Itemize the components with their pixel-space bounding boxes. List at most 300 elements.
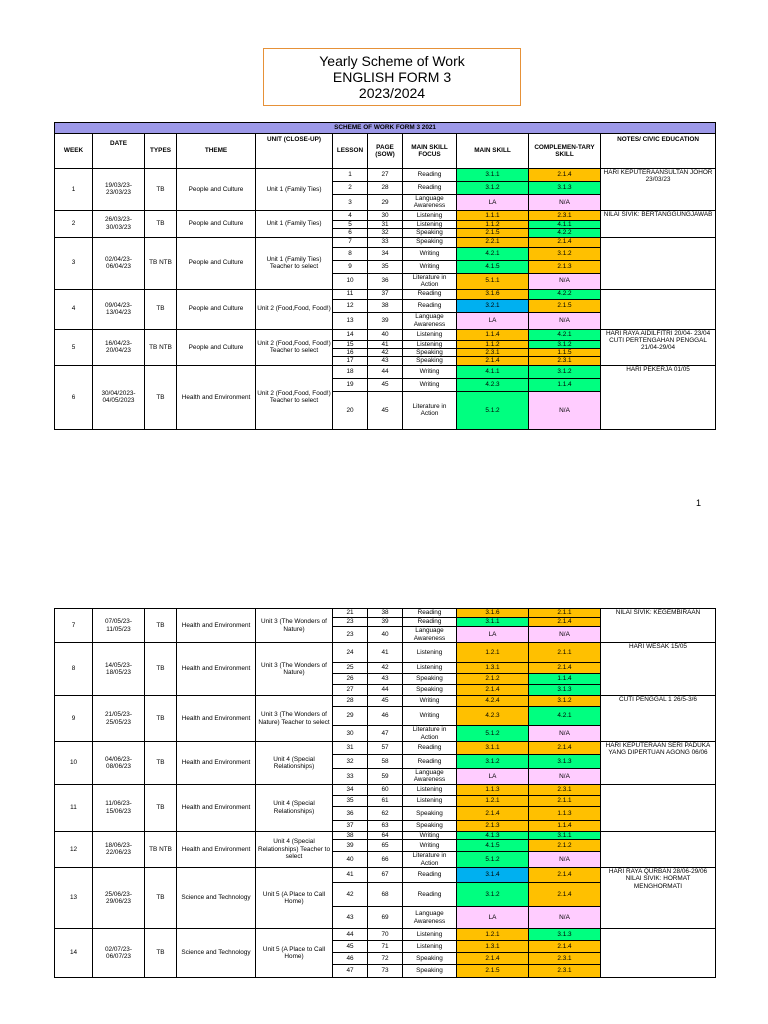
unit-cell: Unit 2 (Food,Food, Food!)	[256, 289, 333, 329]
types-cell: TB	[145, 609, 177, 643]
lesson-cell: 11	[333, 289, 368, 299]
table-row	[55, 742, 716, 755]
types-cell: TB	[145, 365, 177, 429]
page-cell: 29	[368, 195, 403, 211]
page-cell: 39	[368, 618, 403, 627]
page-cell: 67	[368, 868, 403, 883]
comp-skill-cell: 2.3.1	[529, 784, 601, 795]
comp-skill-cell: N/A	[529, 907, 601, 929]
page-cell: 40	[368, 627, 403, 643]
header-row	[55, 134, 716, 169]
comp-skill-cell: N/A	[529, 627, 601, 643]
comp-skill-cell: 1.1.4	[529, 378, 601, 391]
table-row	[55, 696, 716, 707]
main-skill-cell: 1.2.1	[457, 795, 529, 806]
focus-cell: Speaking	[403, 685, 457, 696]
date-cell: 02/07/23-06/07/23	[93, 929, 145, 978]
focus-cell: Speaking	[403, 349, 457, 357]
comp-skill-cell: 2.1.5	[529, 299, 601, 312]
focus-cell: Language Awareness	[403, 907, 457, 929]
comp-skill-cell: 2.3.1	[529, 357, 601, 365]
page-cell: 36	[368, 273, 403, 289]
comp-skill-cell: 2.1.4	[529, 883, 601, 907]
comp-skill-cell: 2.1.4	[529, 169, 601, 182]
lesson-cell: 41	[333, 868, 368, 883]
main-skill-cell: 4.2.3	[457, 378, 529, 391]
focus-cell: Language Awareness	[403, 627, 457, 643]
unit-cell: Unit 3 (The Wonders of Nature)	[256, 609, 333, 643]
theme-cell: Science and Technology	[177, 868, 256, 929]
lesson-cell: 8	[333, 247, 368, 260]
theme-cell: Health and Environment	[177, 696, 256, 742]
page-cell: 38	[368, 299, 403, 312]
lesson-cell: 20	[333, 391, 368, 429]
table-row	[55, 831, 716, 839]
comp-skill-cell: 3.1.3	[529, 929, 601, 941]
comp-skill-cell: N/A	[529, 726, 601, 742]
main-skill-cell: 3.1.2	[457, 755, 529, 769]
lesson-cell: 30	[333, 726, 368, 742]
lesson-cell: 14	[333, 329, 368, 340]
lesson-cell: 10	[333, 273, 368, 289]
focus-cell: Reading	[403, 883, 457, 907]
main-skill-cell: 4.1.5	[457, 840, 529, 852]
page-cell: 63	[368, 820, 403, 831]
page-cell: 45	[368, 378, 403, 391]
week-cell: 4	[55, 289, 93, 329]
page-cell: 62	[368, 806, 403, 820]
lesson-cell: 27	[333, 685, 368, 696]
week-cell: 8	[55, 643, 93, 696]
page-cell: 41	[368, 643, 403, 663]
date-cell: 16/04/23-20/04/23	[93, 329, 145, 365]
main-skill-cell: 2.1.5	[457, 965, 529, 978]
header-comp-skill: COMPLEMEN-TARY SKILL	[529, 134, 601, 169]
page-cell: 58	[368, 755, 403, 769]
title-line-2: ENGLISH FORM 3	[332, 69, 452, 85]
date-cell: 21/05/23-25/05/23	[93, 696, 145, 742]
comp-skill-cell: 1.1.5	[529, 349, 601, 357]
notes-cell	[601, 831, 716, 867]
focus-cell: Reading	[403, 755, 457, 769]
comp-skill-cell: 1.1.3	[529, 806, 601, 820]
header-page: PAGE (SOW)	[368, 134, 403, 169]
page-cell: 64	[368, 831, 403, 839]
lesson-cell: 39	[333, 840, 368, 852]
header-main-skill: MAIN SKILL	[457, 134, 529, 169]
unit-cell: Unit 1 (Family Ties) Teacher to select	[256, 237, 333, 289]
table-row	[55, 929, 716, 941]
focus-cell: Speaking	[403, 229, 457, 237]
main-skill-cell: 2.1.2	[457, 674, 529, 685]
main-skill-cell: 1.1.4	[457, 329, 529, 340]
table-row	[55, 609, 716, 618]
lesson-cell: 45	[333, 941, 368, 953]
comp-skill-cell: 1.1.4	[529, 820, 601, 831]
comp-skill-cell: 4.2.1	[529, 329, 601, 340]
main-skill-cell: 4.2.3	[457, 707, 529, 726]
page-cell: 46	[368, 707, 403, 726]
lesson-cell: 38	[333, 831, 368, 839]
week-cell: 3	[55, 237, 93, 289]
comp-skill-cell: 4.1.1	[529, 220, 601, 228]
focus-cell: Language Awareness	[403, 195, 457, 211]
main-skill-cell: 2.1.4	[457, 806, 529, 820]
page-cell: 33	[368, 237, 403, 247]
lesson-cell: 40	[333, 852, 368, 868]
focus-cell: Writing	[403, 260, 457, 273]
unit-cell: Unit 4 (Special Relationships)	[256, 742, 333, 785]
comp-skill-cell: 2.1.4	[529, 663, 601, 674]
comp-skill-cell: 3.1.3	[529, 685, 601, 696]
lesson-cell: 44	[333, 929, 368, 941]
scheme-table-page-2	[54, 608, 716, 978]
lesson-cell: 26	[333, 674, 368, 685]
date-cell: 19/03/23-23/03/23	[93, 169, 145, 211]
main-skill-cell: 1.1.3	[457, 784, 529, 795]
focus-cell: Speaking	[403, 674, 457, 685]
header-unit: UNIT (CLOSE-UP)	[256, 134, 333, 169]
page-cell: 31	[368, 220, 403, 228]
page-cell: 42	[368, 663, 403, 674]
page-cell: 38	[368, 609, 403, 618]
page-cell: 37	[368, 289, 403, 299]
date-cell: 02/04/23-06/04/23	[93, 237, 145, 289]
main-skill-cell: 1.3.1	[457, 663, 529, 674]
table-row	[55, 169, 716, 182]
header-theme: THEME	[177, 134, 256, 169]
focus-cell: Reading	[403, 868, 457, 883]
date-cell: 11/06/23-15/06/23	[93, 784, 145, 831]
focus-cell: Reading	[403, 289, 457, 299]
lesson-cell: 23	[333, 627, 368, 643]
focus-cell: Literature in Action	[403, 391, 457, 429]
table-row	[55, 643, 716, 663]
lesson-cell: 12	[333, 299, 368, 312]
notes-cell	[601, 929, 716, 978]
lesson-cell: 24	[333, 643, 368, 663]
page-cell: 59	[368, 769, 403, 785]
main-skill-cell: LA	[457, 769, 529, 785]
focus-cell: Speaking	[403, 953, 457, 965]
main-skill-cell: 4.1.1	[457, 365, 529, 378]
lesson-cell: 37	[333, 820, 368, 831]
theme-cell: Health and Environment	[177, 742, 256, 785]
lesson-cell: 5	[333, 220, 368, 228]
main-skill-cell: 2.3.1	[457, 349, 529, 357]
types-cell: TB	[145, 742, 177, 785]
focus-cell: Writing	[403, 696, 457, 707]
page-cell: 28	[368, 182, 403, 195]
lesson-cell: 25	[333, 663, 368, 674]
unit-cell: Unit 4 (Special Relationships) Teacher to select	[256, 831, 333, 867]
main-skill-cell: 1.2.1	[457, 643, 529, 663]
focus-cell: Literature in Action	[403, 726, 457, 742]
lesson-cell: 17	[333, 357, 368, 365]
focus-cell: Reading	[403, 299, 457, 312]
date-cell: 30/04/2023-04/05/2023	[93, 365, 145, 429]
lesson-cell: 7	[333, 237, 368, 247]
comp-skill-cell: 2.3.1	[529, 965, 601, 978]
types-cell: TB NTB	[145, 831, 177, 867]
comp-skill-cell: 1.1.4	[529, 674, 601, 685]
main-skill-cell: 5.1.2	[457, 391, 529, 429]
notes-cell: CUTI PENGGAL 1 26/5-3/6	[601, 696, 716, 742]
page-cell: 66	[368, 852, 403, 868]
page-cell: 72	[368, 953, 403, 965]
unit-cell: Unit 2 (Food,Food, Food!) Teacher to select	[256, 365, 333, 429]
page-cell: 40	[368, 329, 403, 340]
main-skill-cell: 2.1.5	[457, 229, 529, 237]
main-skill-cell: 3.1.1	[457, 742, 529, 755]
unit-cell: Unit 4 (Special Relationships)	[256, 784, 333, 831]
page-cell: 70	[368, 929, 403, 941]
theme-cell: Health and Environment	[177, 609, 256, 643]
comp-skill-cell: 3.1.2	[529, 247, 601, 260]
comp-skill-cell: 3.1.3	[529, 755, 601, 769]
lesson-cell: 34	[333, 784, 368, 795]
focus-cell: Writing	[403, 247, 457, 260]
main-skill-cell: 4.1.5	[457, 260, 529, 273]
main-skill-cell: 4.2.4	[457, 696, 529, 707]
main-skill-cell: 5.1.2	[457, 852, 529, 868]
date-cell: 07/05/23-11/05/23	[93, 609, 145, 643]
theme-cell: Health and Environment	[177, 831, 256, 867]
table-row	[55, 329, 716, 340]
main-skill-cell: LA	[457, 907, 529, 929]
week-cell: 13	[55, 868, 93, 929]
lesson-cell: 36	[333, 806, 368, 820]
main-skill-cell: 3.1.4	[457, 868, 529, 883]
lesson-cell: 23	[333, 618, 368, 627]
lesson-cell: 42	[333, 883, 368, 907]
comp-skill-cell: 2.1.1	[529, 609, 601, 618]
header-date: DATE	[93, 134, 145, 169]
lesson-cell: 3	[333, 195, 368, 211]
comp-skill-cell: 2.1.1	[529, 643, 601, 663]
lesson-cell: 28	[333, 696, 368, 707]
header-lesson: LESSON	[333, 134, 368, 169]
types-cell: TB	[145, 929, 177, 978]
table-row	[55, 868, 716, 883]
page-cell: 68	[368, 883, 403, 907]
lesson-cell: 46	[333, 953, 368, 965]
comp-skill-cell: 3.1.3	[529, 182, 601, 195]
focus-cell: Listening	[403, 663, 457, 674]
types-cell: TB	[145, 643, 177, 696]
title-line-3: 2023/2024	[358, 85, 426, 101]
comp-skill-cell: 3.1.2	[529, 340, 601, 348]
date-cell: 25/06/23-29/06/23	[93, 868, 145, 929]
main-skill-cell: 3.2.1	[457, 299, 529, 312]
week-cell: 11	[55, 784, 93, 831]
comp-skill-cell: 4.2.2	[529, 289, 601, 299]
main-skill-cell: 3.1.6	[457, 609, 529, 618]
focus-cell: Listening	[403, 929, 457, 941]
page-cell: 44	[368, 365, 403, 378]
main-skill-cell: 4.2.1	[457, 247, 529, 260]
page-cell: 60	[368, 784, 403, 795]
lesson-cell: 6	[333, 229, 368, 237]
notes-cell: HARI PEKERJA 01/05	[601, 365, 716, 429]
theme-cell: People and Culture	[177, 237, 256, 289]
lesson-cell: 43	[333, 907, 368, 929]
week-cell: 12	[55, 831, 93, 867]
comp-skill-cell: 2.1.4	[529, 237, 601, 247]
date-cell: 04/06/23-08/06/23	[93, 742, 145, 785]
comp-skill-cell: 2.1.4	[529, 618, 601, 627]
page-cell: 44	[368, 685, 403, 696]
theme-cell: People and Culture	[177, 210, 256, 237]
unit-cell: Unit 3 (The Wonders of Nature) Teacher to select	[256, 696, 333, 742]
focus-cell: Writing	[403, 831, 457, 839]
lesson-cell: 35	[333, 795, 368, 806]
comp-skill-cell: 2.3.1	[529, 953, 601, 965]
comp-skill-cell: 4.2.1	[529, 707, 601, 726]
types-cell: TB	[145, 210, 177, 237]
focus-cell: Reading	[403, 742, 457, 755]
page-cell: 34	[368, 247, 403, 260]
header-types: TYPES	[145, 134, 177, 169]
theme-cell: Health and Environment	[177, 365, 256, 429]
comp-skill-cell: N/A	[529, 852, 601, 868]
main-skill-cell: 2.1.4	[457, 953, 529, 965]
focus-cell: Speaking	[403, 965, 457, 978]
types-cell: TB	[145, 868, 177, 929]
page-cell: 71	[368, 941, 403, 953]
table-row	[55, 784, 716, 795]
types-cell: TB NTB	[145, 237, 177, 289]
focus-cell: Listening	[403, 210, 457, 220]
notes-cell: HARI RAYA QURBAN 28/06-29/06 NILAI SIVIK: HORMAT MENGHORMATI	[601, 868, 716, 929]
focus-cell: Writing	[403, 840, 457, 852]
main-skill-cell: 3.1.1	[457, 618, 529, 627]
page-cell: 45	[368, 696, 403, 707]
main-skill-cell: 1.3.1	[457, 941, 529, 953]
notes-cell: HARI WESAK 15/05	[601, 643, 716, 696]
page-cell: 43	[368, 674, 403, 685]
theme-cell: People and Culture	[177, 329, 256, 365]
comp-skill-cell: 2.3.1	[529, 210, 601, 220]
comp-skill-cell: 2.1.4	[529, 742, 601, 755]
unit-cell: Unit 5 (A Place to Call Home)	[256, 929, 333, 978]
main-skill-cell: 3.1.1	[457, 169, 529, 182]
focus-cell: Reading	[403, 169, 457, 182]
notes-cell: NILAI SIVIK: KEGEMBIRAAN	[601, 609, 716, 643]
main-skill-cell: 3.1.6	[457, 289, 529, 299]
focus-cell: Speaking	[403, 820, 457, 831]
main-skill-cell: 2.2.1	[457, 237, 529, 247]
page-cell: 61	[368, 795, 403, 806]
lesson-cell: 47	[333, 965, 368, 978]
focus-cell: Listening	[403, 941, 457, 953]
week-cell: 2	[55, 210, 93, 237]
page-cell: 43	[368, 357, 403, 365]
notes-cell	[601, 784, 716, 831]
types-cell: TB NTB	[145, 329, 177, 365]
focus-cell: Writing	[403, 707, 457, 726]
document-title	[263, 48, 521, 106]
focus-cell: Speaking	[403, 357, 457, 365]
comp-skill-cell: N/A	[529, 195, 601, 211]
comp-skill-cell: N/A	[529, 273, 601, 289]
comp-skill-cell: 2.1.4	[529, 868, 601, 883]
main-skill-cell: LA	[457, 312, 529, 329]
page-cell: 45	[368, 391, 403, 429]
comp-skill-cell: 3.1.1	[529, 831, 601, 839]
lesson-cell: 13	[333, 312, 368, 329]
main-skill-cell: 3.1.2	[457, 883, 529, 907]
lesson-cell: 2	[333, 182, 368, 195]
comp-skill-cell: 3.1.2	[529, 696, 601, 707]
focus-cell: Listening	[403, 340, 457, 348]
lesson-cell: 15	[333, 340, 368, 348]
focus-cell: Language Awareness	[403, 312, 457, 329]
table-row	[55, 210, 716, 220]
focus-cell: Speaking	[403, 806, 457, 820]
title-line-1: Yearly Scheme of Work	[319, 53, 465, 69]
main-skill-cell: 2.1.4	[457, 357, 529, 365]
focus-cell: Reading	[403, 182, 457, 195]
scheme-table-page-1	[54, 122, 716, 430]
theme-cell: Science and Technology	[177, 929, 256, 978]
page-cell: 47	[368, 726, 403, 742]
main-skill-cell: 2.1.3	[457, 820, 529, 831]
main-skill-cell: 2.1.4	[457, 685, 529, 696]
page-cell: 39	[368, 312, 403, 329]
focus-cell: Listening	[403, 220, 457, 228]
types-cell: TB	[145, 696, 177, 742]
main-skill-cell: 1.1.2	[457, 220, 529, 228]
page-cell: 57	[368, 742, 403, 755]
lesson-cell: 31	[333, 742, 368, 755]
header-week: WEEK	[55, 134, 93, 169]
lesson-cell: 33	[333, 769, 368, 785]
banner-row	[55, 123, 716, 134]
page-cell: 30	[368, 210, 403, 220]
unit-cell: Unit 1 (Family Ties)	[256, 169, 333, 211]
theme-cell: Health and Environment	[177, 643, 256, 696]
focus-cell: Listening	[403, 643, 457, 663]
lesson-cell: 19	[333, 378, 368, 391]
focus-cell: Literature in Action	[403, 852, 457, 868]
week-cell: 7	[55, 609, 93, 643]
theme-cell: Health and Environment	[177, 784, 256, 831]
comp-skill-cell: N/A	[529, 312, 601, 329]
types-cell: TB	[145, 289, 177, 329]
page-cell: 32	[368, 229, 403, 237]
lesson-cell: 1	[333, 169, 368, 182]
week-cell: 5	[55, 329, 93, 365]
page-cell: 41	[368, 340, 403, 348]
table-row	[55, 365, 716, 378]
lesson-cell: 4	[333, 210, 368, 220]
header-notes: NOTES/ CIVIC EDUCATION	[601, 134, 716, 169]
lesson-cell: 21	[333, 609, 368, 618]
main-skill-cell: LA	[457, 627, 529, 643]
unit-cell: Unit 2 (Food,Food, Food!) Teacher to select	[256, 329, 333, 365]
page-cell: 65	[368, 840, 403, 852]
comp-skill-cell: 2.1.4	[529, 941, 601, 953]
focus-cell: Listening	[403, 329, 457, 340]
focus-cell: Listening	[403, 795, 457, 806]
banner-title: SCHEME OF WORK FORM 3 2021	[55, 123, 716, 134]
main-skill-cell: 3.1.2	[457, 182, 529, 195]
lesson-cell: 29	[333, 707, 368, 726]
notes-cell: HARI RAYA AIDILFITRI 20/04- 23/04 CUTI PERTENGAHAN PENGGAL 21/04-29/04	[601, 329, 716, 365]
types-cell: TB	[145, 784, 177, 831]
week-cell: 10	[55, 742, 93, 785]
